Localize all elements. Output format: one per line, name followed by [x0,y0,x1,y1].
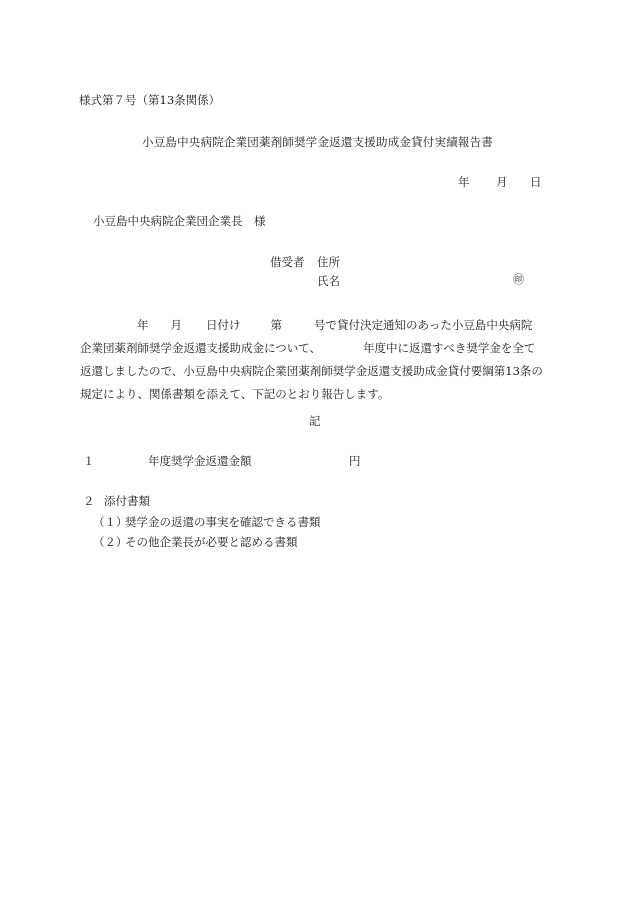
form-number: 様式第７号（第13条関係） [79,93,221,107]
body-line-2-b: 年度中に返還すべき奨学金を全て [363,341,536,355]
attachment-item-2 [93,537,298,549]
body-line-2-a: 企業団薬剤師奨学金返還支援助成金について、 [80,341,322,355]
body-day: 日付け [206,318,241,332]
addressee: 小豆島中央病院企業団企業長 様 [93,214,266,228]
item-1-label: 年度奨学金返還金額 [148,454,252,468]
body-line-2 [80,337,554,360]
body-paragraph [80,314,554,406]
item-2-number: ２ [83,494,95,508]
body-line-4: 規定により、関係書類を添えて、下記のとおり報告します。 [80,387,390,401]
address-label: 住所 [317,255,340,269]
attachment-item-1 [93,517,321,529]
attachment-item-1-text: 奨学金の返還の事実を確認できる書類 [125,515,321,529]
body-year: 年 [137,318,149,332]
attachment-item-2-number: （２） [93,535,128,549]
body-month: 月 [170,318,182,332]
date-day-label: 日 [530,175,542,189]
item-1-number: １ [83,454,95,468]
body-line-1-rest: 号で貸付決定通知のあった小豆島中央病院 [314,318,533,332]
attachment-item-2-text: その他企業長が必要と認める書類 [125,535,298,549]
name-label: 氏名 [317,274,340,288]
attachment-item-1-number: （１） [93,515,128,529]
document-title: 小豆島中央病院企業団薬剤師奨学金返還支援助成金貸付実績報告書 [142,135,493,149]
item-1-unit: 円 [349,454,361,468]
ki-heading: 記 [309,414,321,428]
item-2-label: 添付書類 [104,494,150,508]
date-year-label: 年 [458,175,470,189]
body-line-3: 返還しましたので、小豆島中央病院企業団薬剤師奨学金返還支援助成金貸付要綱第13条の [80,364,543,378]
borrower-label: 借受者 [270,255,305,269]
body-line-1 [80,314,554,337]
seal-mark: ㊞ [513,273,524,286]
date-month-label: 月 [496,175,508,189]
body-number: 第 [270,318,282,332]
